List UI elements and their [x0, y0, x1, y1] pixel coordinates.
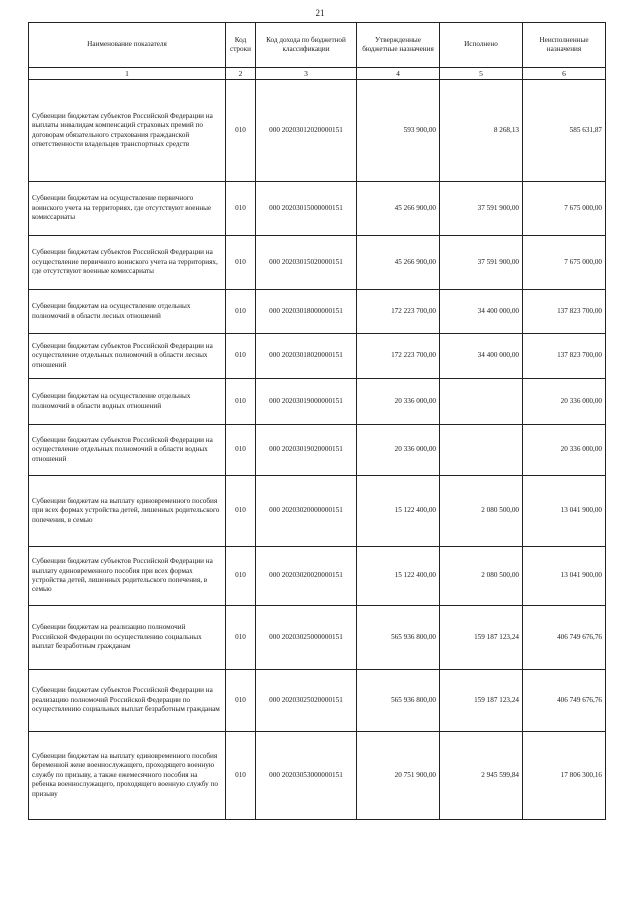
- row-kbk: 000 20203012020000151: [256, 80, 357, 182]
- row-kbk: 000 20203020000000151: [256, 476, 357, 547]
- header-approved: Утвержденные бюджетные назначения: [357, 23, 440, 68]
- report-body: [29, 80, 606, 820]
- row-unexecuted: 406 749 676,76: [523, 606, 606, 670]
- row-kbk: 000 20203015020000151: [256, 236, 357, 290]
- row-unexecuted: 7 675 000,00: [523, 236, 606, 290]
- column-number: 5: [440, 68, 523, 80]
- row-executed: [440, 425, 523, 476]
- header-executed: Исполнено: [440, 23, 523, 68]
- row-executed: 37 591 900,00: [440, 236, 523, 290]
- row-unexecuted: 406 749 676,76: [523, 670, 606, 732]
- budget-report-table: [28, 22, 606, 820]
- table-row: [29, 80, 606, 182]
- table-row: [29, 670, 606, 732]
- row-name: Субвенции бюджетам субъектов Российской Федерации на осуществление отдельных полномочий в области лесных отношений: [29, 334, 226, 379]
- row-kbk: 000 20203020020000151: [256, 547, 357, 606]
- column-number: 3: [256, 68, 357, 80]
- row-executed: [440, 379, 523, 425]
- row-unexecuted: 13 041 900,00: [523, 547, 606, 606]
- table-row: [29, 334, 606, 379]
- row-unexecuted: 17 806 300,16: [523, 732, 606, 820]
- row-name: Субвенции бюджетам субъектов Российской Федерации на осуществление первичного воинского учета на территориях, где отсутствуют военные комиссариаты: [29, 236, 226, 290]
- row-kbk: 000 20203025000000151: [256, 606, 357, 670]
- table-row: [29, 606, 606, 670]
- row-unexecuted: 20 336 000,00: [523, 379, 606, 425]
- row-code: 010: [226, 547, 256, 606]
- row-kbk: 000 20203015000000151: [256, 182, 357, 236]
- row-kbk: 000 20203053000000151: [256, 732, 357, 820]
- row-executed: 34 400 000,00: [440, 290, 523, 334]
- column-number: 1: [29, 68, 226, 80]
- table-row: [29, 236, 606, 290]
- row-approved: 15 122 400,00: [357, 547, 440, 606]
- row-kbk: 000 20203018020000151: [256, 334, 357, 379]
- row-code: 010: [226, 670, 256, 732]
- row-unexecuted: 13 041 900,00: [523, 476, 606, 547]
- row-name: Субвенции бюджетам субъектов Российской Федерации на выплаты инвалидам компенсаций страховых премий по договорам обязательного страхования гражданской ответственности владельцев транспортных средств: [29, 80, 226, 182]
- row-approved: 172 223 700,00: [357, 290, 440, 334]
- row-name: Субвенции бюджетам субъектов Российской Федерации на реализацию полномочий Российской Федерации по осуществлению социальных выплат безработным гражданам: [29, 670, 226, 732]
- row-name: Субвенции бюджетам на выплату единовременного пособия при всех формах устройства детей, лишенных родительского попечения, в семью: [29, 476, 226, 547]
- header-name: Наименование показателя: [29, 23, 226, 68]
- row-kbk: 000 20203018000000151: [256, 290, 357, 334]
- row-unexecuted: 20 336 000,00: [523, 425, 606, 476]
- row-name: Субвенции бюджетам субъектов Российской Федерации на осуществление отдельных полномочий в области водных отношений: [29, 425, 226, 476]
- row-unexecuted: 137 823 700,00: [523, 290, 606, 334]
- row-unexecuted: 137 823 700,00: [523, 334, 606, 379]
- row-code: 010: [226, 236, 256, 290]
- row-executed: 37 591 900,00: [440, 182, 523, 236]
- row-code: 010: [226, 290, 256, 334]
- row-name: Субвенции бюджетам на осуществление первичного воинского учета на территориях, где отсутствуют военные комиссариаты: [29, 182, 226, 236]
- row-unexecuted: 585 631,87: [523, 80, 606, 182]
- row-name: Субвенции бюджетам на осуществление отдельных полномочий в области лесных отношений: [29, 290, 226, 334]
- header-unexecuted: Неисполненные назначения: [523, 23, 606, 68]
- row-executed: 159 187 123,24: [440, 670, 523, 732]
- header-code: Код строки: [226, 23, 256, 68]
- row-kbk: 000 20203019020000151: [256, 425, 357, 476]
- row-name: Субвенции бюджетам на выплату единовременного пособия беременной жене военнослужащего, проходящего военную службу по призыву, а также ежемесячного пособия на ребенка военнослужащего, проходящего военную службу по призыву: [29, 732, 226, 820]
- table-row: [29, 547, 606, 606]
- row-approved: 172 223 700,00: [357, 334, 440, 379]
- row-kbk: 000 20203025020000151: [256, 670, 357, 732]
- row-executed: 34 400 000,00: [440, 334, 523, 379]
- row-name: Субвенции бюджетам субъектов Российской Федерации на выплату единовременного пособия при всех формах устройства детей, лишенных родительского попечения, в семью: [29, 547, 226, 606]
- row-executed: 159 187 123,24: [440, 606, 523, 670]
- row-approved: 45 266 900,00: [357, 182, 440, 236]
- row-approved: 20 751 900,00: [357, 732, 440, 820]
- row-unexecuted: 7 675 000,00: [523, 182, 606, 236]
- row-executed: 8 268,13: [440, 80, 523, 182]
- row-name: Субвенции бюджетам на реализацию полномочий Российской Федерации по осуществлению социальных выплат безработным гражданам: [29, 606, 226, 670]
- table-row: [29, 732, 606, 820]
- header-row: [29, 23, 606, 68]
- row-code: 010: [226, 182, 256, 236]
- table-row: [29, 379, 606, 425]
- row-executed: 2 080 500,00: [440, 547, 523, 606]
- table-row: [29, 290, 606, 334]
- row-code: 010: [226, 334, 256, 379]
- column-number: 6: [523, 68, 606, 80]
- row-approved: 20 336 000,00: [357, 425, 440, 476]
- row-approved: 20 336 000,00: [357, 379, 440, 425]
- column-number: 2: [226, 68, 256, 80]
- row-approved: 45 266 900,00: [357, 236, 440, 290]
- header-kbk: Код дохода по бюджетной классификации: [256, 23, 357, 68]
- row-executed: 2 080 500,00: [440, 476, 523, 547]
- row-code: 010: [226, 476, 256, 547]
- row-kbk: 000 20203019000000151: [256, 379, 357, 425]
- row-approved: 15 122 400,00: [357, 476, 440, 547]
- table-row: [29, 476, 606, 547]
- row-approved: 593 900,00: [357, 80, 440, 182]
- table-row: [29, 425, 606, 476]
- row-code: 010: [226, 379, 256, 425]
- page-number: 21: [315, 8, 325, 18]
- row-executed: 2 945 599,84: [440, 732, 523, 820]
- column-number: 4: [357, 68, 440, 80]
- row-approved: 565 936 800,00: [357, 606, 440, 670]
- row-code: 010: [226, 80, 256, 182]
- row-code: 010: [226, 732, 256, 820]
- table-row: [29, 182, 606, 236]
- row-approved: 565 936 800,00: [357, 670, 440, 732]
- column-number-row: [29, 68, 606, 80]
- row-code: 010: [226, 425, 256, 476]
- row-code: 010: [226, 606, 256, 670]
- row-name: Субвенции бюджетам на осуществление отдельных полномочий в области водных отношений: [29, 379, 226, 425]
